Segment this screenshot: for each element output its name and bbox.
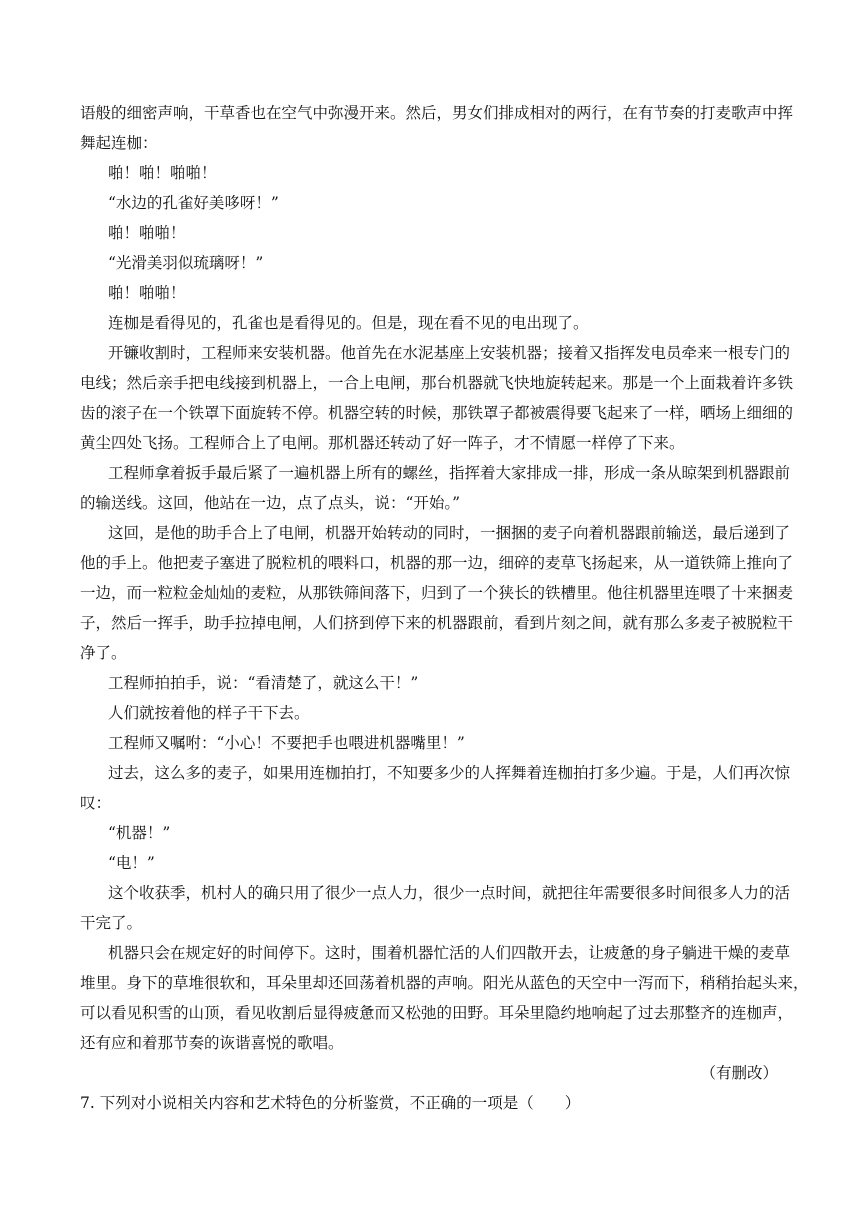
text-line: 机器只会在规定好的时间停下。这时，围着机器忙活的人们四散开去，让疲惫的身子躺进干燥的麦草 — [108, 944, 791, 962]
text-line: 人们就按着他的样子干下去。 — [108, 704, 310, 722]
text-line: “电！” — [108, 854, 155, 872]
text-line: 干完了。 — [80, 914, 143, 932]
text-line: 啪！啪！啪啪！ — [108, 164, 217, 182]
text-line: “光滑美羽似琉璃呀！” — [108, 254, 264, 272]
text-line: 舞起连枷： — [80, 134, 158, 152]
text-line: 子，然后一挥手，助手拉掉电闸，人们挤到停下来的机器跟前，看到片刻之间，就有那么多麦子被脱粒干 — [80, 614, 794, 632]
text-line: 的输送线。这回，他站在一边，点了点头，说：“开始。” — [80, 494, 461, 512]
text-line: 连枷是看得见的，孔雀也是看得见的。但是，现在看不见的电出现了。 — [108, 314, 589, 332]
text-line: “机器！” — [108, 824, 171, 842]
text-line: 堆里。身下的草堆很软和，耳朵里却还回荡着机器的声响。阳光从蓝色的天空中一泻而下，稍稍抬起头来， — [80, 974, 809, 992]
text-line: 语般的细密声响，干草香也在空气中弥漫开来。然后，男女们排成相对的两行，在有节奏的打麦歌声中挥 — [80, 104, 794, 122]
text-line: 工程师又嘱咐：“小心！不要把手也喂进机器嘴里！” — [108, 734, 465, 752]
text-line: 过去，这么多的麦子，如果用连枷拍打，不知要多少的人挥舞着连枷拍打多少遍。于是，人们再次惊 — [108, 764, 791, 782]
text-line: 工程师拍拍手，说：“看清楚了，就这么干！” — [108, 674, 419, 692]
text-line: 一边，而一粒粒金灿灿的麦粒，从那铁筛间落下，归到了一个狭长的铁槽里。他往机器里连喂了十来捆麦 — [80, 584, 794, 602]
text-line: 啪！啪啪！ — [108, 224, 186, 242]
text-line: 黄尘四处飞扬。工程师合上了电闸。那机器还转动了好一阵子，才不情愿一样停了下来。 — [80, 434, 685, 452]
question-7: 7. 下列对小说相关内容和艺术特色的分析鉴赏，不正确的一项是（ ） — [80, 1094, 581, 1112]
text-line: 还有应和着那节奏的诙谐喜悦的歌唱。 — [80, 1034, 344, 1052]
text-line: 开镰收割时，工程师来安装机器。他首先在水泥基座上安装机器；接着又指挥发电员牵来一根专门的 — [108, 344, 791, 362]
text-line: 净了。 — [80, 644, 127, 662]
text-line: 啪！啪啪！ — [108, 284, 186, 302]
text-line: “水边的孔雀好美哆呀！” — [108, 194, 279, 212]
text-line: 工程师拿着扳手最后紧了一遍机器上所有的螺丝，指挥着大家排成一排，形成一条从晾架到机器跟前 — [108, 464, 791, 482]
text-line: 这个收获季，机村人的确只用了很少一点人力，很少一点时间，就把往年需要很多时间很多人力的活 — [108, 884, 791, 902]
text-line: 可以看见积雪的山顶，看见收割后显得疲惫而又松弛的田野。耳朵里隐约地响起了过去那整齐的连枷声， — [80, 1004, 794, 1022]
text-line: 叹： — [80, 794, 112, 812]
text-line: 齿的滚子在一个铁罩下面旋转不停。机器空转的时候，那铁罩子都被震得要飞起来了一样，晒场上细细的 — [80, 404, 794, 422]
text-line: 电线；然后亲手把电线接到机器上，一合上电闸，那台机器就飞快地旋转起来。那是一个上面栽着许多铁 — [80, 374, 794, 392]
source-note: （有删改） — [700, 1064, 778, 1082]
text-line: 他的手上。他把麦子塞进了脱粒机的喂料口，机器的那一边，细碎的麦草飞扬起来，从一道铁筛上推向了 — [80, 554, 794, 572]
text-line: 这回，是他的助手合上了电闸，机器开始转动的同时，一捆捆的麦子向着机器跟前输送，最后递到了 — [108, 524, 791, 542]
